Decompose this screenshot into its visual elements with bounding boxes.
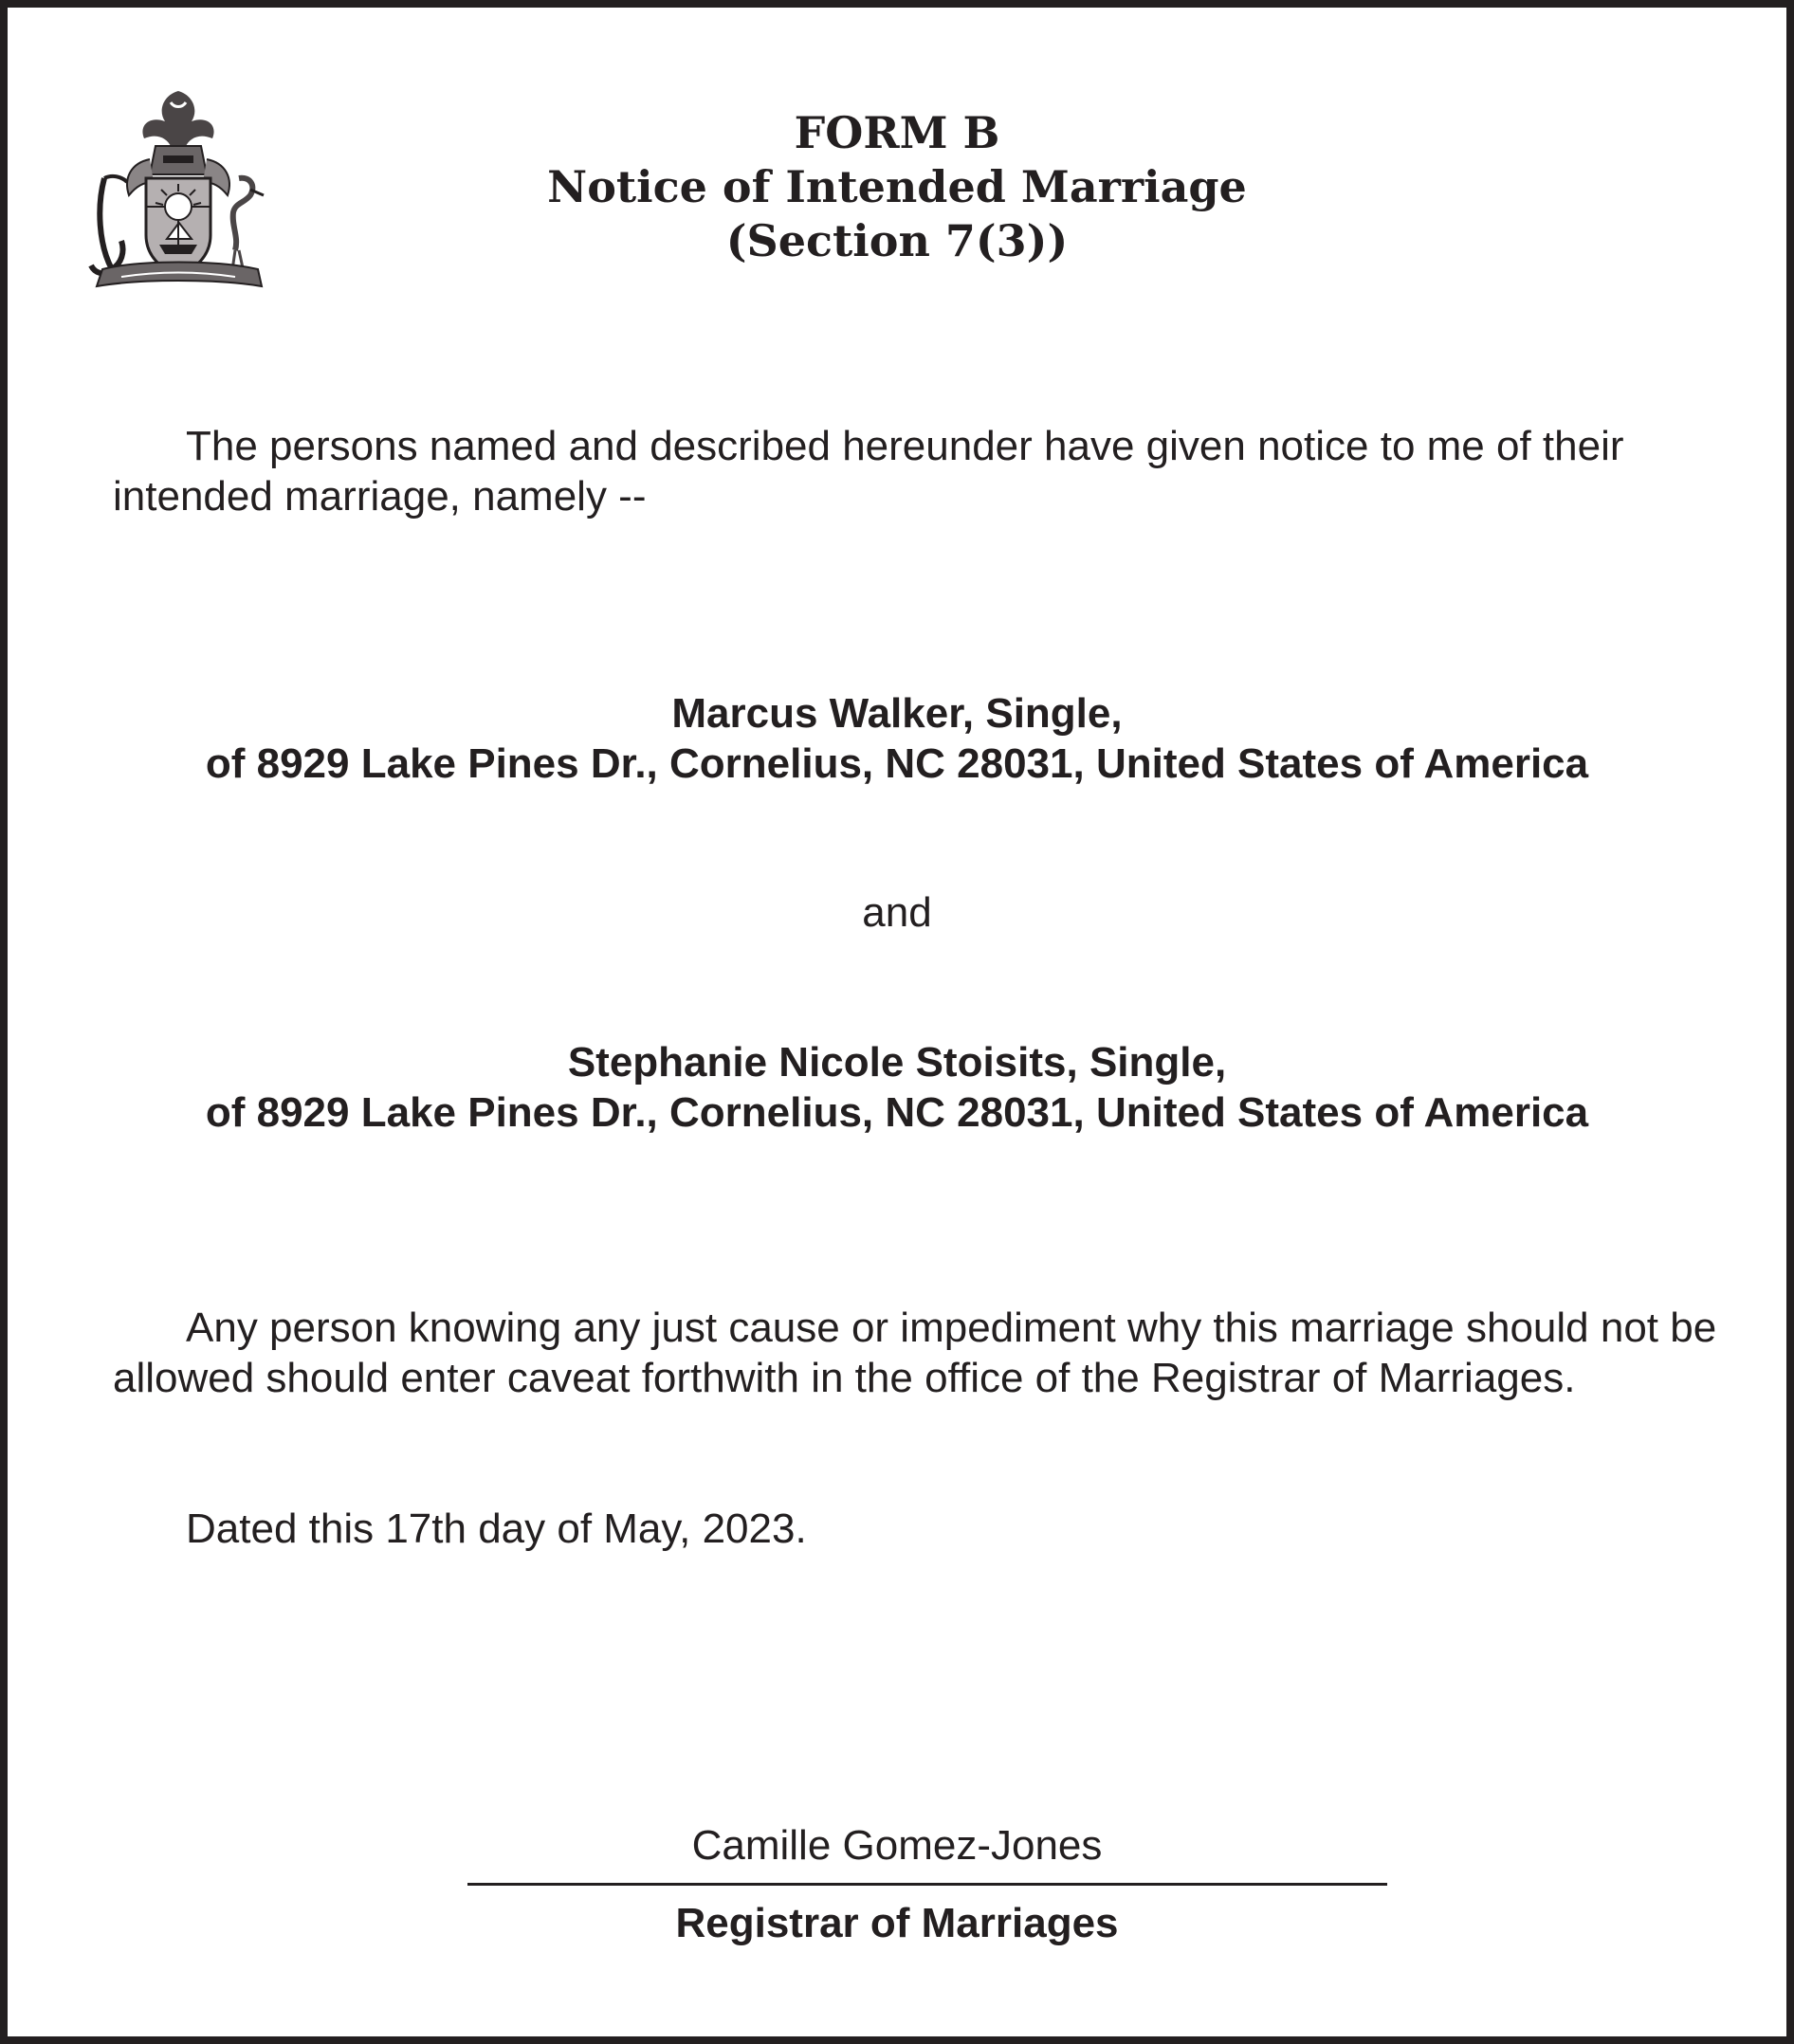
form-label: FORM B <box>794 107 1000 158</box>
signatory-title: Registrar of Marriages <box>675 1900 1119 1946</box>
party-two-name: Stephanie Nicole Stoisits, Single, <box>567 1039 1227 1086</box>
form-heading <box>8 106 1786 268</box>
signature-line <box>467 1883 1387 1886</box>
intro-paragraph: The persons named and described hereunder have given notice to me of their intended marriage, namely -- <box>113 423 1624 520</box>
form-section: (Section 7(3)) <box>725 215 1069 266</box>
dated-line: Dated this 17th day of May, 2023. <box>186 1506 807 1552</box>
form-title: Notice of Intended Marriage <box>547 161 1247 212</box>
party-one-address: of 8929 Lake Pines Dr., Cornelius, NC 28031, United States of America <box>205 740 1589 787</box>
signatory-name: Camille Gomez-Jones <box>691 1822 1103 1869</box>
conjunction-text: and <box>862 889 932 936</box>
caveat-paragraph: Any person knowing any just cause or impediment why this marriage should not be allowed should enter caveat forthwith in the office of the Registrar of Marriages. <box>113 1305 1717 1401</box>
party-one-name: Marcus Walker, Single, <box>671 690 1123 737</box>
party-two <box>8 1037 1786 1138</box>
party-one <box>8 688 1786 789</box>
party-two-address: of 8929 Lake Pines Dr., Cornelius, NC 28031, United States of America <box>205 1089 1589 1136</box>
